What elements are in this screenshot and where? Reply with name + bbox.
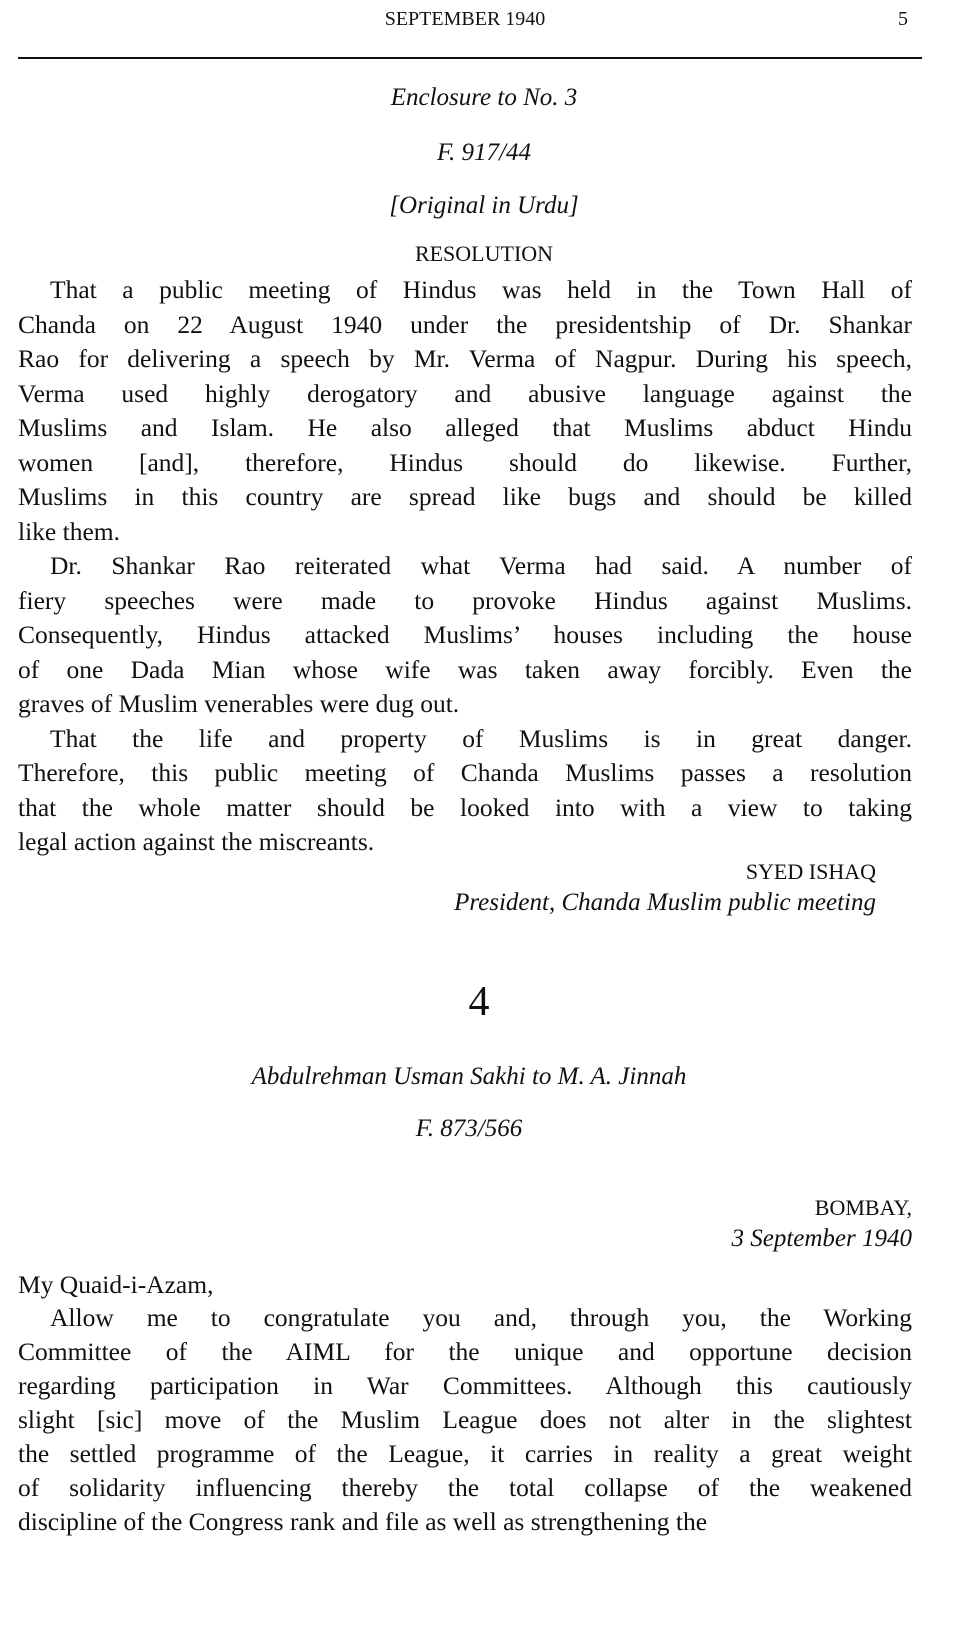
enclosure-file-ref: F. 917/44	[437, 139, 531, 166]
document-title: Abdulrehman Usman Sakhi to M. A. Jinnah	[251, 1063, 687, 1090]
text-line: Rao for delivering a speech by Mr. Verma of Nagpur. During his speech,	[18, 344, 912, 373]
text-line: like them.	[18, 516, 120, 546]
text-line: of solidarity influencing thereby the total collapse of the weakened	[18, 1473, 912, 1502]
running-title: SEPTEMBER 1940	[384, 8, 546, 30]
text-line: Chanda on 22 August 1940 under the presidentship of Dr. Shankar	[18, 309, 912, 339]
text-line: regarding participation in War Committees. Although this cautiously	[18, 1371, 912, 1400]
text-line: fiery speeches were made to provoke Hindus against Muslims.	[18, 585, 912, 615]
text-line: slight [sic] move of the Muslim League does not alter in the slightest	[18, 1405, 912, 1434]
document-number: 4	[468, 979, 490, 1025]
text-line: Allow me to congratulate you and, through you, the Working	[50, 1303, 912, 1332]
text-line: of one Dada Mian whose wife was taken away forcibly. Even the	[18, 654, 912, 684]
header-rule	[18, 57, 922, 59]
signatory-title: President, Chanda Muslim public meeting	[454, 889, 876, 916]
text-line: Muslims and Islam. He also alleged that Muslims abduct Hindu	[18, 413, 912, 442]
letter-salutation: My Quaid-i-Azam,	[18, 1270, 214, 1299]
resolution-heading: RESOLUTION	[414, 241, 554, 266]
page-number: 5	[898, 8, 908, 30]
text-line: that the whole matter should be looked into with a view to taking	[18, 792, 912, 822]
text-line: Committee of the AIML for the unique and opportune decision	[18, 1337, 912, 1366]
text-line: discipline of the Congress rank and file as well as strengthening the	[18, 1507, 708, 1536]
enclosure-note: [Original in Urdu]	[389, 192, 579, 219]
text-line: the settled programme of the League, it carries in reality a great weight	[18, 1439, 912, 1468]
text-line: women [and], therefore, Hindus should do likewise. Further,	[18, 447, 912, 477]
letter-place: BOMBAY,	[814, 1195, 912, 1220]
text-line: That the life and property of Muslims is in great danger.	[50, 723, 912, 753]
document-file-ref: F. 873/566	[415, 1115, 523, 1142]
text-line: Consequently, Hindus attacked Muslims’ houses including the house	[18, 620, 912, 649]
text-line: graves of Muslim venerables were dug out.	[18, 689, 460, 718]
text-line: That a public meeting of Hindus was held in the Town Hall of	[50, 275, 912, 304]
text-line: legal action against the miscreants.	[18, 827, 375, 856]
text-line: Muslims in this country are spread like bugs and should be killed	[18, 482, 912, 511]
signatory-name: SYED ISHAQ	[745, 859, 876, 884]
enclosure-title: Enclosure to No. 3	[390, 84, 578, 111]
text-line: Therefore, this public meeting of Chanda Muslims passes a resolution	[18, 758, 912, 787]
text-line: Verma used highly derogatory and abusive language against the	[18, 378, 912, 408]
letter-date: 3 September 1940	[731, 1225, 912, 1252]
text-line: Dr. Shankar Rao reiterated what Verma had said. A number of	[50, 551, 912, 580]
